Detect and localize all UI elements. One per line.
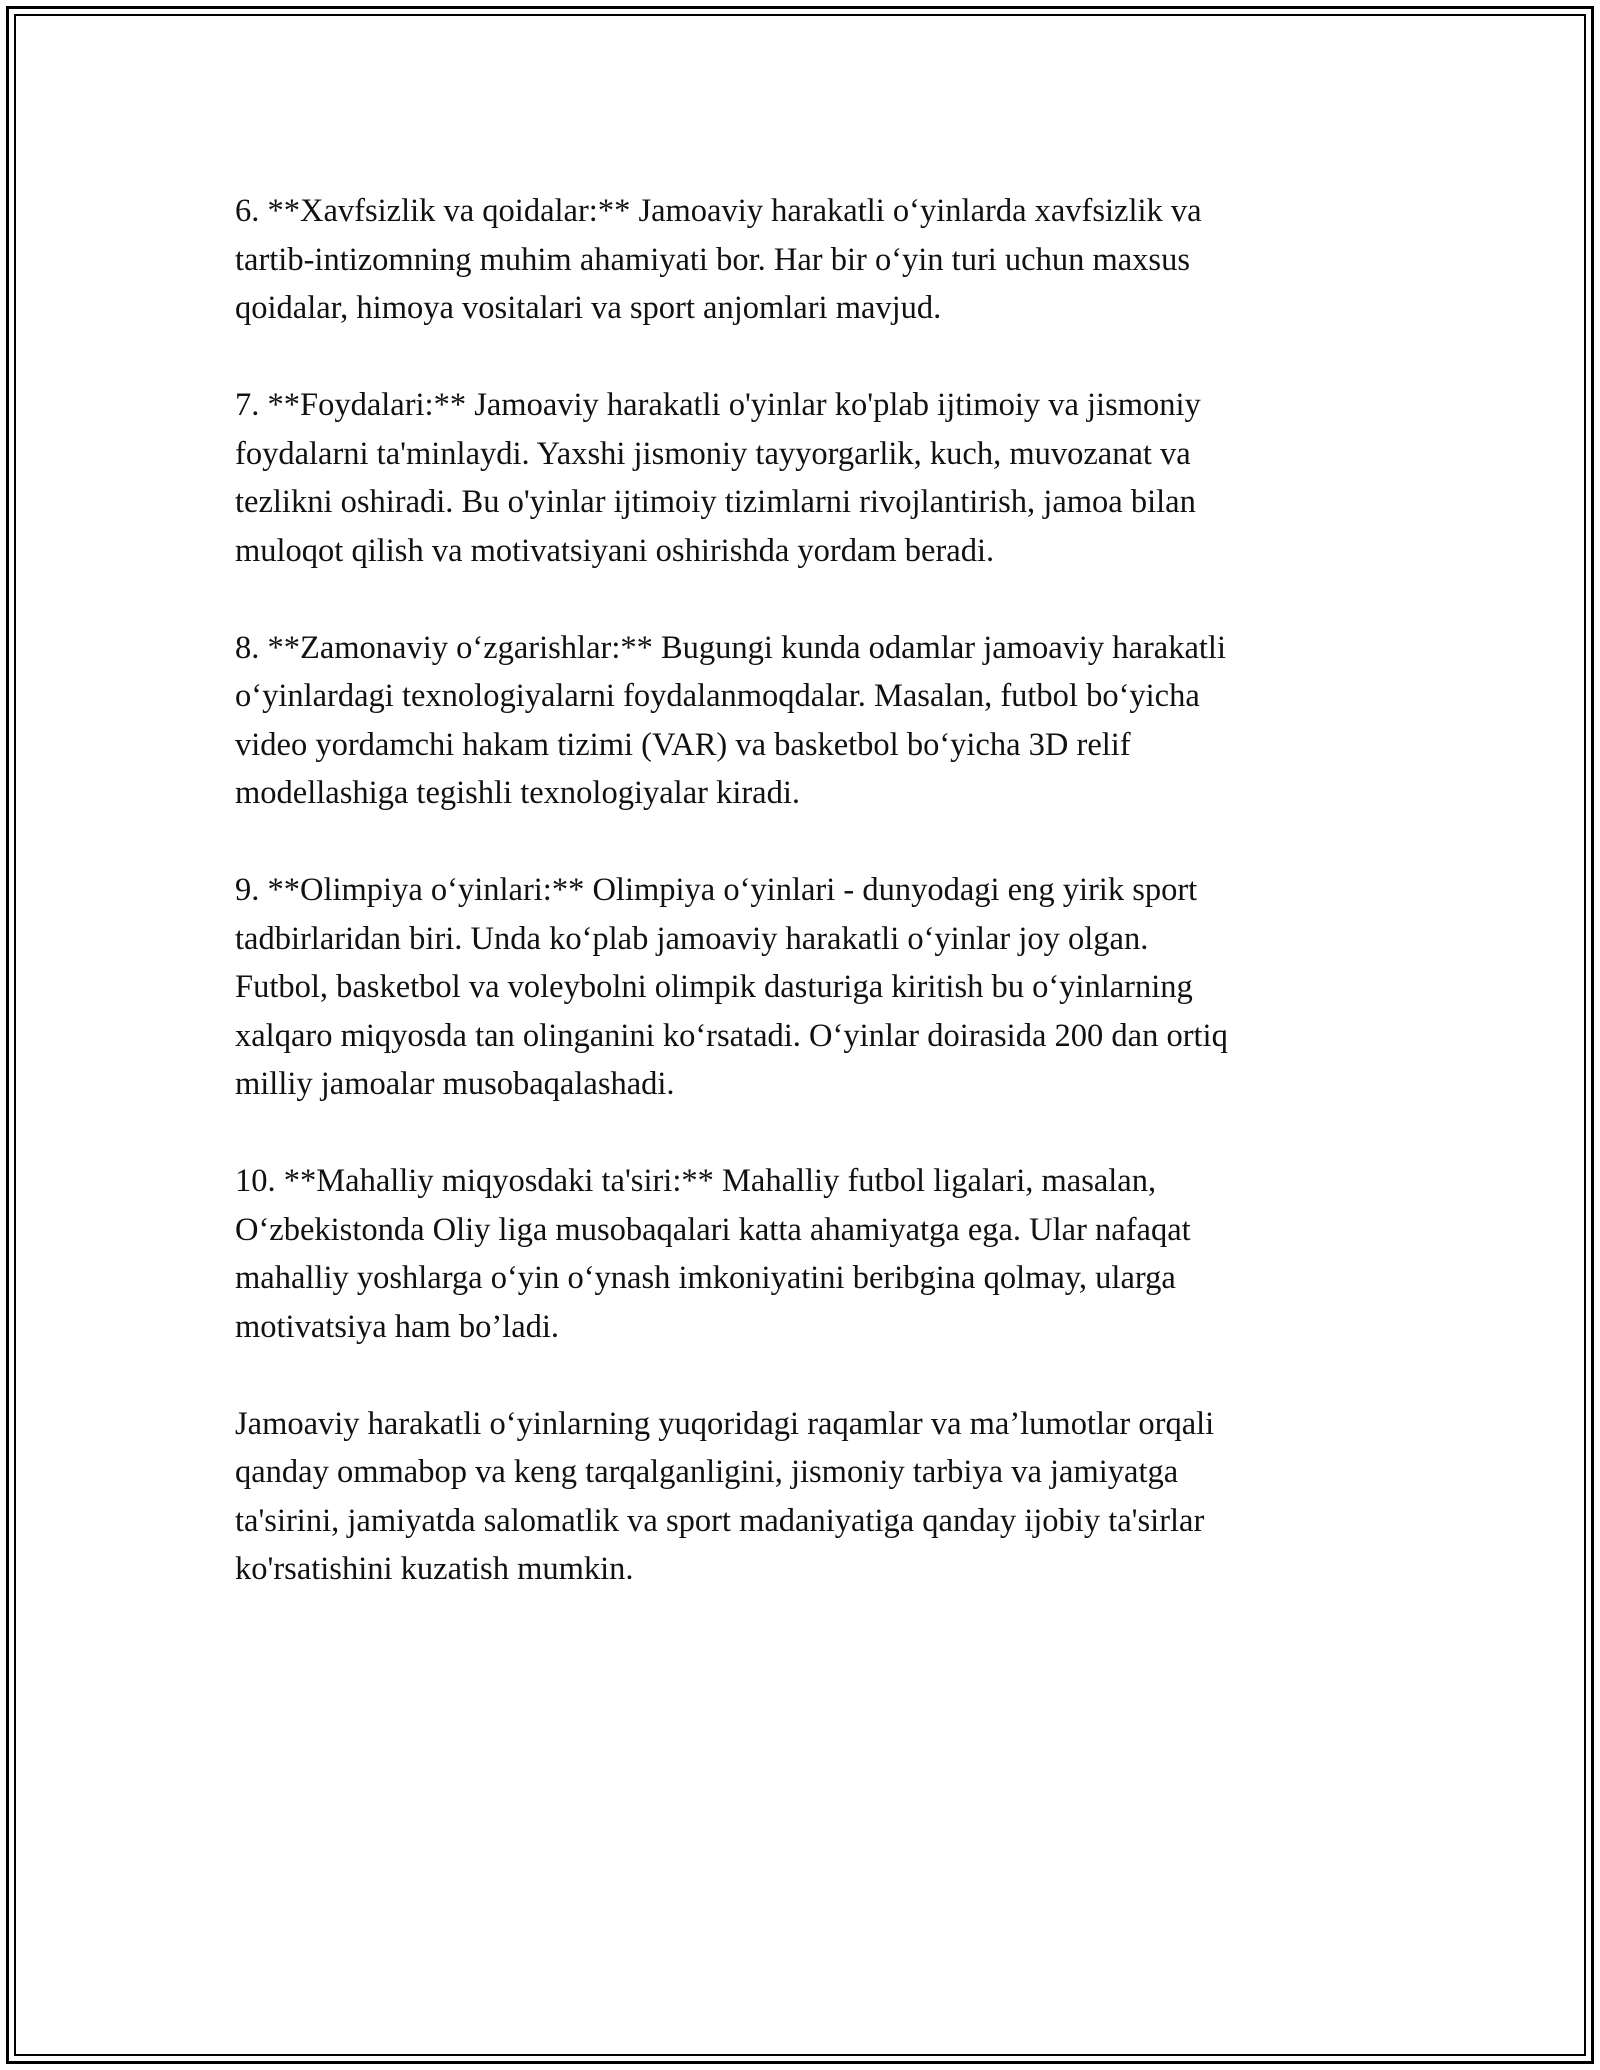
paragraph-conclusion: Jamoaviy harakatli o‘yinlarning yuqoridagi raqamlar va ma’lumotlar orqali qanday ommabop va keng tarqalganligini, jismoniy tarbiya va jamiyatga ta'sirini, jamiyatda salomatlik va sport madaniyatiga qanday ijobiy ta'sirlar ko'rsatishini kuzatish mumkin. xyxy=(235,1405,1215,1587)
document-body xyxy=(235,187,1385,1642)
paragraph-olympic-games: 9. **Olimpiya o‘yinlari:** Olimpiya o‘yinlari - dunyodagi eng yirik sport tadbirlaridan biri. Unda ko‘plab jamoaviy harakatli o‘yinlar joy olgan. Futbol, basketbol va voleybolni olimpik dasturiga kiritish bu o‘yinlarning xalqaro miqyosda tan olinganini ko‘rsatadi. O‘yinlar doirasida 200 dan ortiq milliy jamoalar musobaqalashadi. xyxy=(235,872,1228,1102)
paragraph-modern-changes: 8. **Zamonaviy o‘zgarishlar:** Bugungi kunda odamlar jamoaviy harakatli o‘yinlardagi texnologiyalarni foydalanmoqdalar. Masalan, futbol bo‘yicha video yordamchi hakam tizimi (VAR) va basketbol bo‘yicha 3D relif modellashiga tegishli texnologiyalar kiradi. xyxy=(235,629,1226,811)
paragraph-benefits: 7. **Foydalari:** Jamoaviy harakatli o'yinlar ko'plab ijtimoiy va jismoniy foydalarni ta'minlaydi. Yaxshi jismoniy tayyorgarlik, kuch, muvozanat va tezlikni oshiradi. Bu o'yinlar ijtimoiy tizimlarni rivojlantirish, jamoa bilan muloqot qilish va motivatsiyani oshirishda yordam beradi. xyxy=(235,387,1201,569)
paragraph-safety-rules: 6. **Xavfsizlik va qoidalar:** Jamoaviy harakatli o‘yinlarda xavfsizlik va tartib-intizomning muhim ahamiyati bor. Har bir o‘yin turi uchun maxsus qoidalar, himoya vositalari va sport anjomlari mavjud. xyxy=(235,193,1202,326)
paragraph-local-impact: 10. **Mahalliy miqyosdaki ta'siri:** Mahalliy futbol ligalari, masalan, O‘zbekistonda Oliy liga musobaqalari katta ahamiyatga ega. Ular nafaqat mahalliy yoshlarga o‘yin o‘ynash imkoniyatini beribgina qolmay, ularga motivatsiya ham bo’ladi. xyxy=(235,1163,1191,1345)
